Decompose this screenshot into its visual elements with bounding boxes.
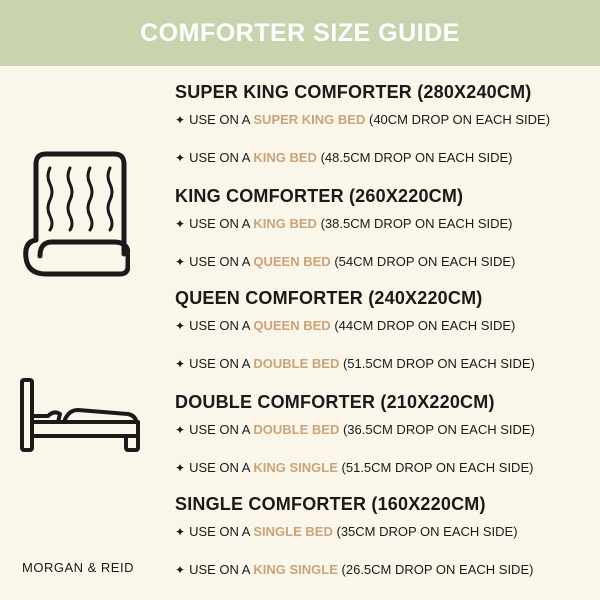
usage-prefix: USE ON A	[189, 254, 250, 269]
usage-prefix: USE ON A	[189, 460, 250, 475]
usage-line	[175, 460, 533, 475]
drop-info: (35CM DROP ON EACH SIDE)	[336, 524, 518, 539]
usage-prefix: USE ON A	[189, 356, 250, 371]
size-title: QUEEN COMFORTER (240X220CM)	[175, 288, 483, 308]
four-point-star-icon: ✦	[175, 525, 186, 539]
four-point-star-icon: ✦	[175, 255, 186, 269]
usage-line	[175, 254, 515, 269]
bed-icon	[18, 376, 144, 454]
bed-type: DOUBLE BED	[253, 422, 340, 437]
drop-info: (51.5CM DROP ON EACH SIDE)	[342, 356, 535, 371]
drop-info: (36.5CM DROP ON EACH SIDE)	[342, 422, 535, 437]
brand-name: MORGAN & REID	[22, 560, 134, 575]
drop-info: (48.5CM DROP ON EACH SIDE)	[320, 150, 513, 165]
usage-line	[175, 422, 535, 437]
usage-prefix: USE ON A	[189, 422, 250, 437]
bed-type: QUEEN BED	[253, 254, 331, 269]
bed-type: KING SINGLE	[253, 460, 338, 475]
bed-type: KING SINGLE	[253, 562, 338, 577]
usage-line	[175, 356, 535, 371]
four-point-star-icon: ✦	[175, 461, 186, 475]
size-title: DOUBLE COMFORTER (210X220CM)	[175, 392, 495, 412]
bed-type: QUEEN BED	[253, 318, 331, 333]
usage-line	[175, 150, 513, 165]
four-point-star-icon: ✦	[175, 563, 186, 577]
usage-prefix: USE ON A	[189, 562, 250, 577]
usage-prefix: USE ON A	[189, 150, 250, 165]
drop-info: (38.5CM DROP ON EACH SIDE)	[320, 216, 513, 231]
size-title: KING COMFORTER (260X220CM)	[175, 186, 464, 206]
bed-type: SINGLE BED	[253, 524, 333, 539]
four-point-star-icon: ✦	[175, 217, 186, 231]
drop-info: (44CM DROP ON EACH SIDE)	[334, 318, 516, 333]
usage-line	[175, 318, 515, 333]
header-banner	[0, 0, 600, 66]
four-point-star-icon: ✦	[175, 113, 186, 127]
usage-line	[175, 562, 533, 577]
bed-type: KING BED	[253, 150, 317, 165]
drop-info: (40CM DROP ON EACH SIDE)	[368, 112, 551, 127]
page-title: COMFORTER SIZE GUIDE	[140, 18, 460, 47]
four-point-star-icon: ✦	[175, 423, 186, 437]
usage-line	[175, 112, 550, 127]
bed-type: KING BED	[253, 216, 317, 231]
usage-prefix: USE ON A	[189, 524, 250, 539]
four-point-star-icon: ✦	[175, 319, 186, 333]
usage-prefix: USE ON A	[189, 318, 250, 333]
usage-line	[175, 216, 513, 231]
bed-type: SUPER KING BED	[253, 112, 366, 127]
usage-prefix: USE ON A	[189, 216, 250, 231]
bed-type: DOUBLE BED	[253, 356, 340, 371]
four-point-star-icon: ✦	[175, 357, 186, 371]
usage-prefix: USE ON A	[189, 112, 250, 127]
size-title: SINGLE COMFORTER (160X220CM)	[175, 494, 486, 514]
usage-line	[175, 524, 518, 539]
four-point-star-icon: ✦	[175, 151, 186, 165]
drop-info: (26.5CM DROP ON EACH SIDE)	[341, 562, 534, 577]
size-title: SUPER KING COMFORTER (280X240CM)	[175, 82, 532, 102]
folded-comforter-icon	[22, 150, 130, 278]
drop-info: (54CM DROP ON EACH SIDE)	[334, 254, 516, 269]
drop-info: (51.5CM DROP ON EACH SIDE)	[341, 460, 534, 475]
